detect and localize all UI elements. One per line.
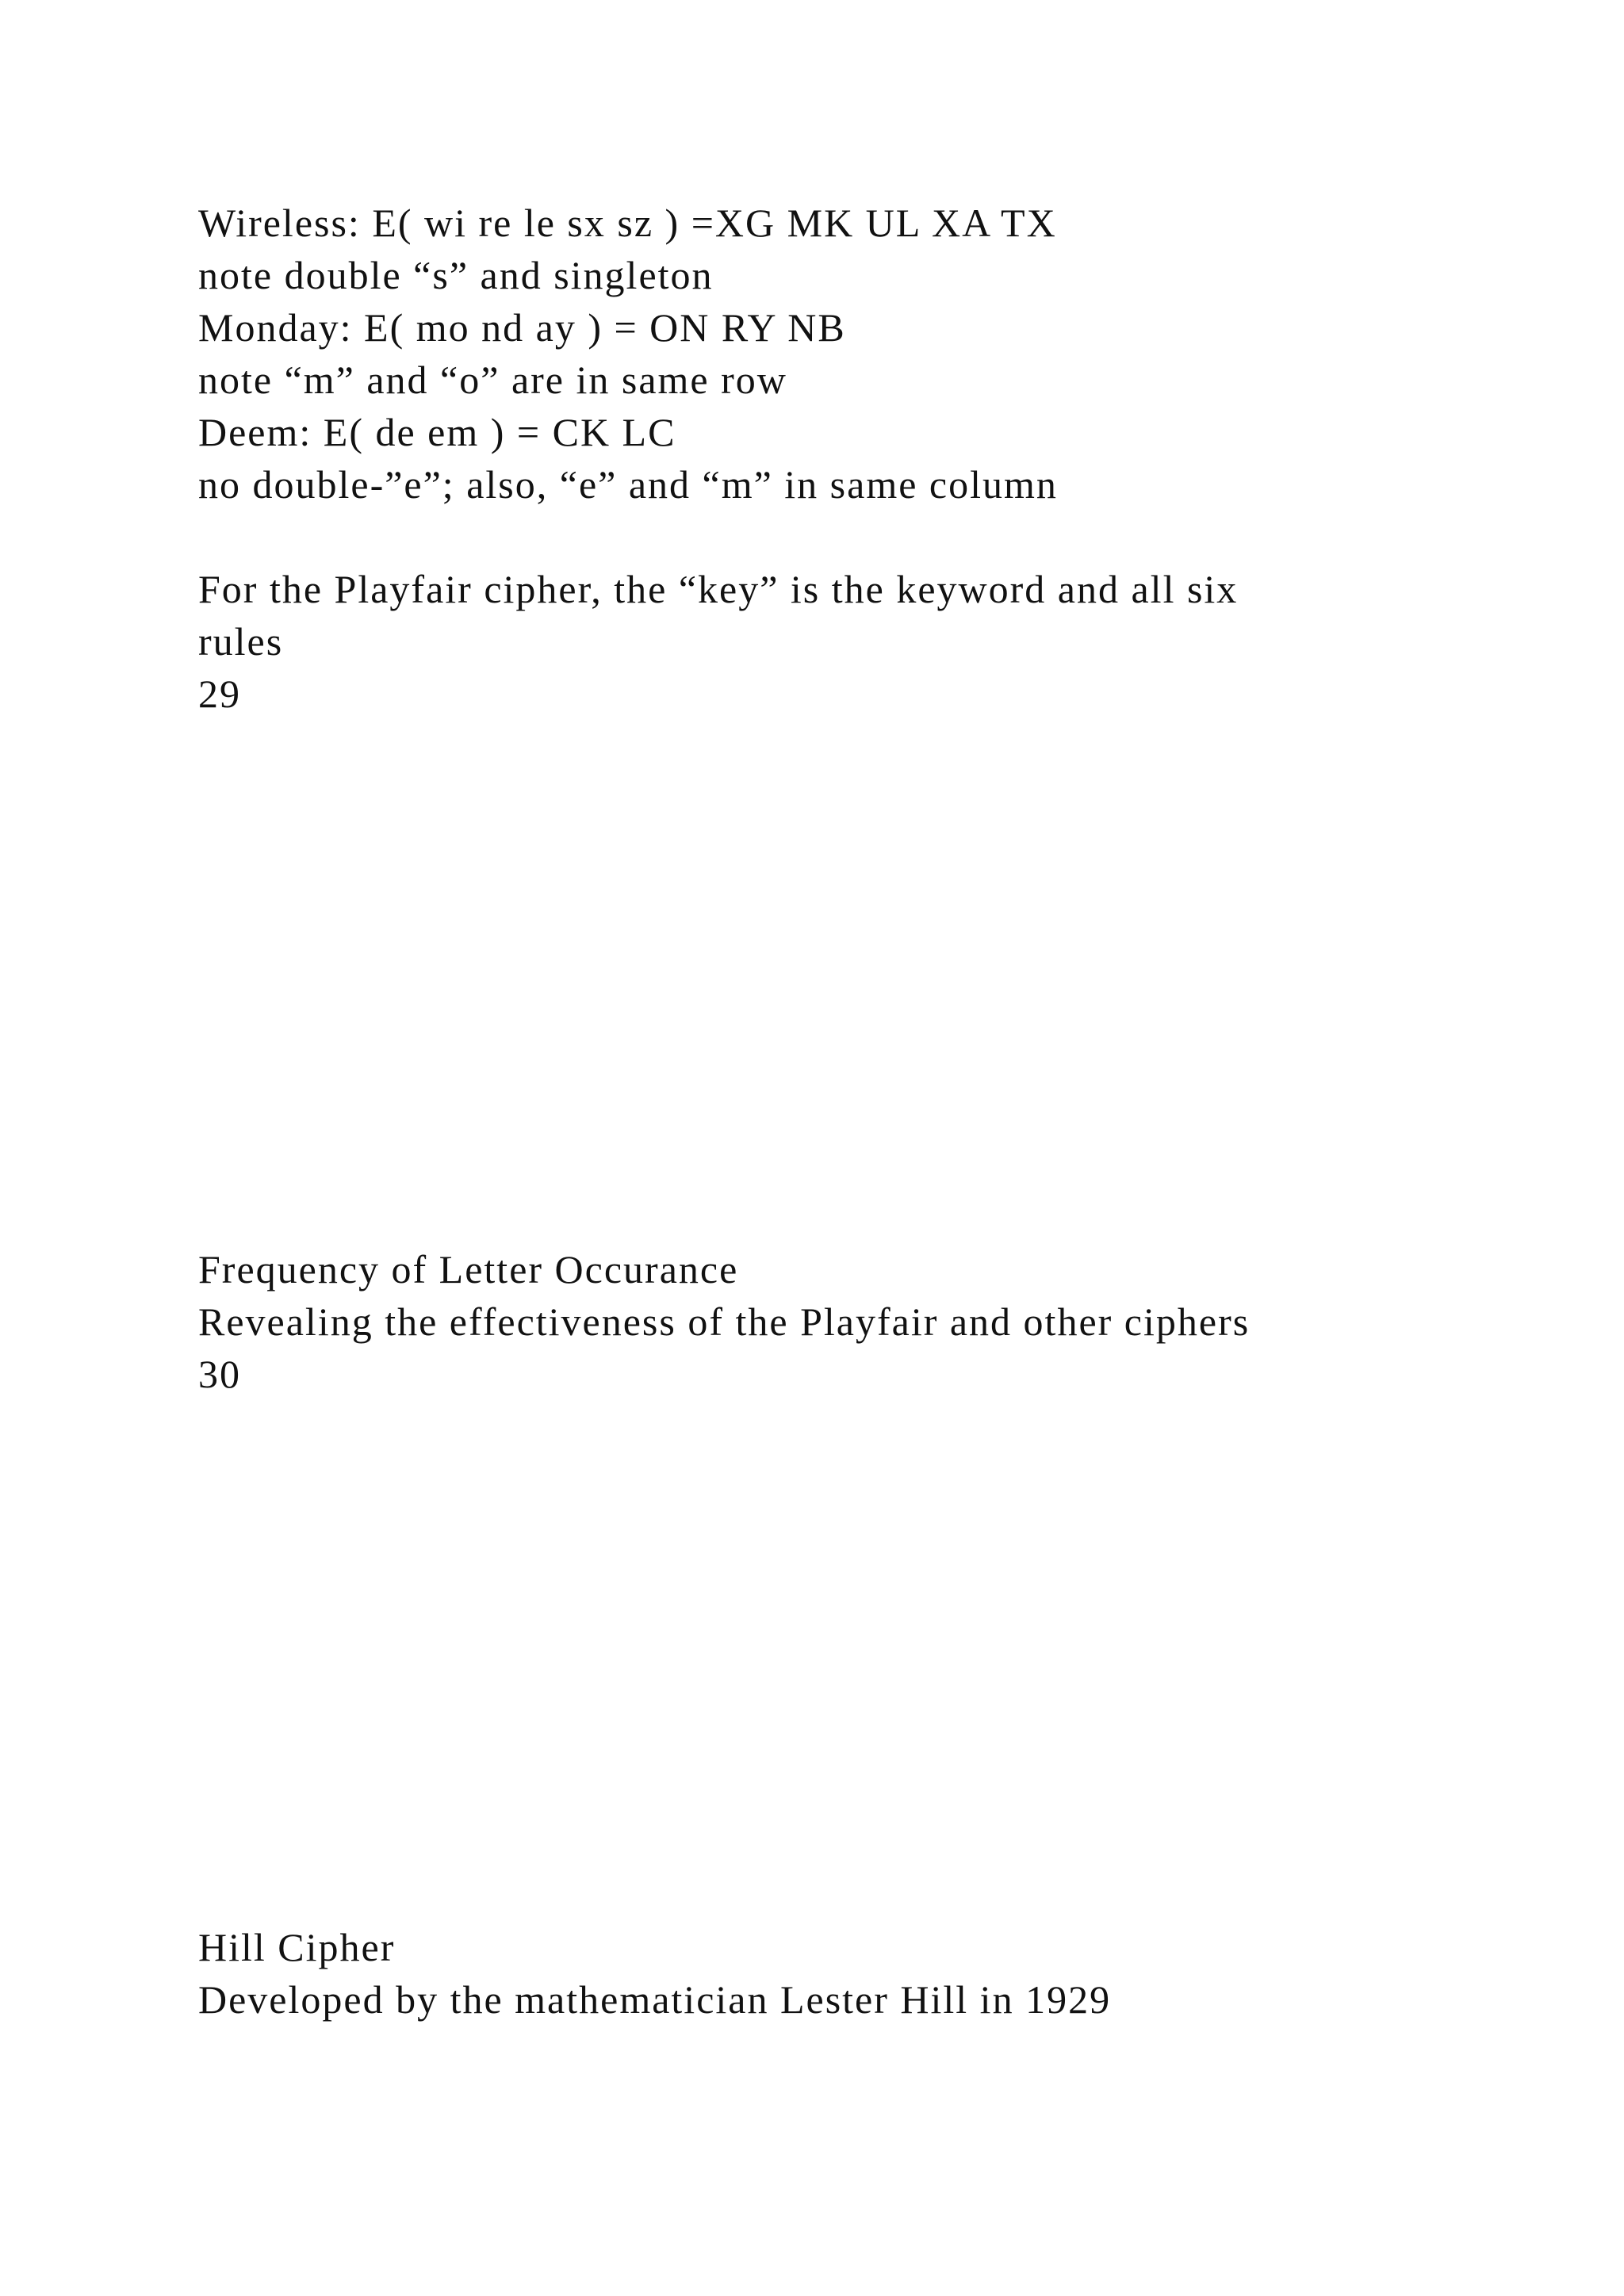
playfair-examples-block bbox=[198, 197, 1435, 720]
frequency-subtitle: Revealing the effectiveness of the Playfair and other ciphers bbox=[198, 1299, 1251, 1344]
key-description-line1: For the Playfair cipher, the “key” is the keyword and all six bbox=[198, 567, 1239, 611]
example-wireless: Wireless: E( wi re le sx sz ) =XG MK UL XA TX bbox=[198, 201, 1057, 245]
page-number-29: 29 bbox=[198, 672, 241, 716]
hill-cipher-subtitle: Developed by the mathematician Lester Hill in 1929 bbox=[198, 1977, 1112, 2022]
example-deem: Deem: E( de em ) = CK LC bbox=[198, 410, 676, 454]
frequency-block bbox=[198, 1243, 1435, 1400]
key-description-line2: rules bbox=[198, 619, 284, 664]
page-number-30: 30 bbox=[198, 1352, 241, 1396]
hill-cipher-block bbox=[198, 1921, 1435, 2026]
note-wireless: note double “s” and singleton bbox=[198, 253, 714, 297]
spacer bbox=[198, 511, 1435, 563]
frequency-title: Frequency of Letter Occurance bbox=[198, 1247, 739, 1292]
note-monday: note “m” and “o” are in same row bbox=[198, 358, 787, 402]
note-deem: no double-”e”; also, “e” and “m” in same column bbox=[198, 462, 1058, 507]
hill-cipher-title: Hill Cipher bbox=[198, 1925, 396, 1969]
example-monday: Monday: E( mo nd ay ) = ON RY NB bbox=[198, 305, 846, 350]
